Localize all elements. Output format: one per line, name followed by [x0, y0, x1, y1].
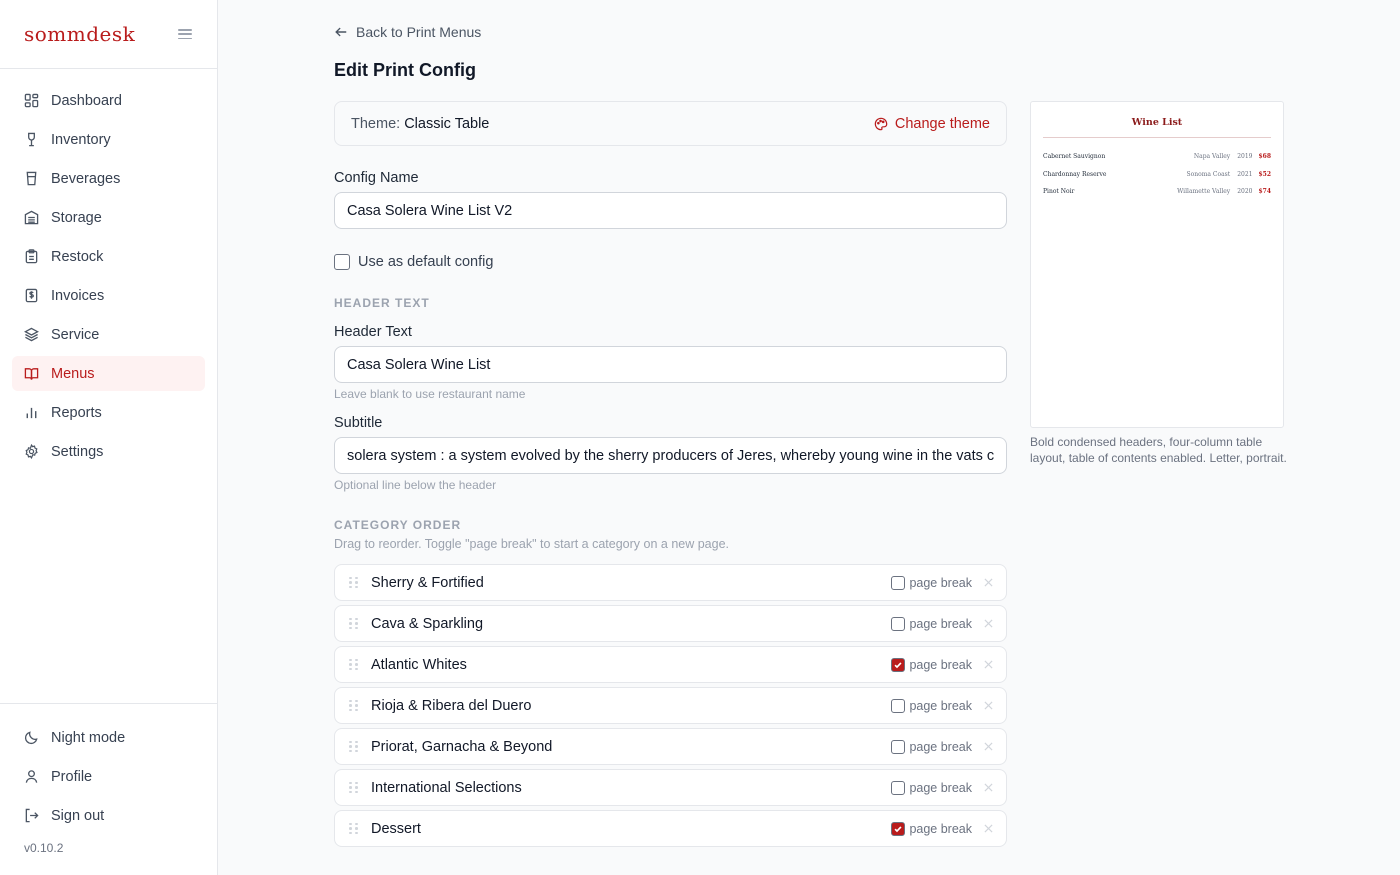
page-break-label: page break	[909, 780, 972, 795]
theme-label	[351, 116, 489, 132]
sidebar-item-reports[interactable]	[12, 395, 205, 430]
theme-preview	[1030, 101, 1284, 428]
preview-description: Bold condensed headers, four-column table layout, table of contents enabled. Letter, portrait.	[1030, 435, 1287, 465]
drag-handle-icon[interactable]	[349, 576, 359, 590]
sign-out-label: Sign out	[51, 807, 105, 824]
page-break-toggle[interactable]	[891, 699, 972, 713]
drag-handle-icon[interactable]	[349, 822, 359, 836]
profile-label: Profile	[51, 768, 93, 785]
brand-bar	[0, 0, 217, 69]
sidebar-item-dashboard[interactable]	[12, 83, 205, 118]
page-break-checkbox[interactable]	[891, 658, 905, 672]
page-break-toggle[interactable]	[891, 781, 972, 795]
category-row[interactable]	[334, 728, 1007, 765]
cup-icon	[23, 171, 39, 187]
theme-box	[334, 101, 1007, 146]
subtitle-label: Subtitle	[334, 415, 383, 431]
drag-handle-icon[interactable]	[349, 617, 359, 631]
sidebar	[0, 0, 218, 875]
page-break-checkbox[interactable]	[891, 740, 905, 754]
sidebar-item-label: Menus	[51, 365, 95, 382]
remove-category-icon[interactable]	[982, 782, 994, 794]
dashboard-icon	[23, 93, 39, 109]
app-logo[interactable]: sommdesk	[24, 22, 136, 46]
preview-wine-year: 2021	[1237, 170, 1253, 178]
sign-out-button[interactable]	[12, 798, 205, 833]
header-text-help: Leave blank to use restaurant name	[334, 387, 526, 401]
remove-category-icon[interactable]	[982, 700, 994, 712]
preview-wine-region: Sonoma Coast	[1186, 170, 1231, 178]
page-break-checkbox[interactable]	[891, 699, 905, 713]
drag-handle-icon[interactable]	[349, 658, 359, 672]
preview-wine-year: 2019	[1237, 153, 1253, 161]
preview-wine-name: Cabernet Sauvignon	[1043, 153, 1106, 161]
sidebar-item-beverages[interactable]	[12, 161, 205, 196]
page-break-label: page break	[909, 657, 972, 672]
preview-wine-name: Chardonnay Reserve	[1043, 170, 1107, 178]
category-name: International Selections	[371, 779, 522, 796]
gear-icon	[23, 444, 39, 460]
sidebar-item-label: Dashboard	[51, 92, 122, 109]
default-config-toggle[interactable]	[334, 254, 493, 270]
page-break-label: page break	[909, 821, 972, 836]
preview-wine-price: $52	[1258, 170, 1271, 178]
page-break-checkbox[interactable]	[891, 822, 905, 836]
default-config-label: Use as default config	[358, 254, 494, 270]
page-break-checkbox[interactable]	[891, 617, 905, 631]
remove-category-icon[interactable]	[982, 823, 994, 835]
night-mode-label: Night mode	[51, 729, 126, 746]
sidebar-item-label: Settings	[51, 443, 104, 460]
sidebar-item-label: Service	[51, 326, 100, 343]
category-name: Cava & Sparkling	[371, 615, 484, 632]
category-order-section-title: CATEGORY ORDER	[334, 518, 462, 532]
subtitle-help: Optional line below the header	[334, 478, 497, 492]
page-break-label: page break	[909, 698, 972, 713]
user-icon	[23, 769, 39, 785]
category-row[interactable]	[334, 769, 1007, 806]
drag-handle-icon[interactable]	[349, 740, 359, 754]
category-name: Dessert	[371, 820, 421, 837]
back-link-label: Back to Print Menus	[356, 24, 482, 40]
category-row[interactable]	[334, 687, 1007, 724]
sidebar-item-label: Inventory	[51, 131, 111, 148]
category-list	[334, 564, 1007, 851]
hamburger-menu-icon[interactable]	[178, 29, 192, 39]
preview-row	[1043, 148, 1271, 166]
category-row[interactable]	[334, 605, 1007, 642]
page-break-label: page break	[909, 739, 972, 754]
app-version: v0.10.2	[24, 841, 64, 855]
wine-glass-icon	[23, 132, 39, 148]
layers-icon	[23, 327, 39, 343]
header-text-label: Header Text	[334, 324, 412, 340]
storage-icon	[23, 210, 39, 226]
category-name: Rioja & Ribera del Duero	[371, 697, 532, 714]
theme-name: Classic Table	[404, 115, 490, 132]
page-break-toggle[interactable]	[891, 658, 972, 672]
sidebar-item-label: Beverages	[51, 170, 121, 187]
category-name: Sherry & Fortified	[371, 574, 484, 591]
arrow-left-icon	[334, 25, 348, 39]
page-break-checkbox[interactable]	[891, 576, 905, 590]
preview-row	[1043, 166, 1271, 184]
sidebar-footer	[0, 703, 217, 837]
sidebar-item-restock[interactable]	[12, 239, 205, 274]
remove-category-icon[interactable]	[982, 577, 994, 589]
drag-handle-icon[interactable]	[349, 699, 359, 713]
page-break-label: page break	[909, 616, 972, 631]
change-theme-label: Change theme	[894, 115, 990, 132]
category-row[interactable]	[334, 646, 1007, 683]
drag-handle-icon[interactable]	[349, 781, 359, 795]
page-break-checkbox[interactable]	[891, 781, 905, 795]
remove-category-icon[interactable]	[982, 618, 994, 630]
page-break-label: page break	[909, 575, 972, 590]
page-title: Edit Print Config	[334, 60, 476, 80]
config-name-label: Config Name	[334, 170, 419, 186]
remove-category-icon[interactable]	[982, 659, 994, 671]
preview-divider	[1043, 137, 1271, 138]
page-break-toggle[interactable]	[891, 822, 972, 836]
preview-title: Wine List	[1131, 117, 1183, 128]
sidebar-item-inventory[interactable]	[12, 122, 205, 157]
theme-prefix: Theme:	[351, 115, 401, 132]
preview-wine-price: $74	[1258, 188, 1271, 196]
preview-wine-year: 2020	[1237, 188, 1253, 196]
preview-wine-region: Willamette Valley	[1177, 188, 1231, 196]
category-name: Priorat, Garnacha & Beyond	[371, 738, 553, 755]
night-mode-toggle[interactable]	[12, 720, 205, 755]
sidebar-item-settings[interactable]	[12, 434, 205, 469]
back-link[interactable]	[334, 24, 481, 40]
clipboard-icon	[23, 249, 39, 265]
preview-wine-region: Napa Valley	[1193, 153, 1231, 161]
moon-icon	[23, 730, 39, 746]
preview-wine-price: $68	[1258, 153, 1271, 161]
config-name-input[interactable]: Casa Solera Wine List V2	[334, 192, 1007, 229]
checkmark-icon	[893, 824, 903, 834]
bar-chart-icon	[23, 405, 39, 421]
sidebar-item-label: Invoices	[51, 287, 105, 304]
preview-wine-name: Pinot Noir	[1043, 188, 1075, 196]
sidebar-item-label: Reports	[51, 404, 102, 421]
page-break-toggle[interactable]	[891, 576, 972, 590]
book-icon	[23, 366, 39, 382]
category-row[interactable]	[334, 564, 1007, 601]
checkmark-icon	[893, 660, 903, 670]
sign-out-icon	[23, 808, 39, 824]
preview-row	[1043, 183, 1271, 201]
sidebar-item-label: Restock	[51, 248, 104, 265]
page-break-toggle[interactable]	[891, 740, 972, 754]
subtitle-input[interactable]: solera system : a system evolved by the sherry producers of Jeres, whereby young wine in the vats c	[334, 437, 1007, 474]
invoice-icon	[23, 288, 39, 304]
sidebar-nav	[0, 69, 217, 469]
page-break-toggle[interactable]	[891, 617, 972, 631]
profile-link[interactable]	[12, 759, 205, 794]
header-text-input[interactable]: Casa Solera Wine List	[334, 346, 1007, 383]
category-name: Atlantic Whites	[371, 656, 467, 673]
sidebar-item-menus[interactable]	[12, 356, 205, 391]
sidebar-item-storage[interactable]	[12, 200, 205, 235]
header-text-section-title: HEADER TEXT	[334, 296, 430, 310]
preview-rows	[1043, 148, 1271, 201]
category-order-help: Drag to reorder. Toggle "page break" to start a category on a new page.	[334, 537, 730, 551]
remove-category-icon[interactable]	[982, 741, 994, 753]
palette-icon	[874, 117, 888, 131]
sidebar-item-service[interactable]	[12, 317, 205, 352]
category-row[interactable]	[334, 810, 1007, 847]
default-config-checkbox[interactable]	[334, 254, 350, 270]
sidebar-item-invoices[interactable]	[12, 278, 205, 313]
change-theme-button[interactable]	[874, 116, 990, 132]
sidebar-item-label: Storage	[51, 209, 102, 226]
